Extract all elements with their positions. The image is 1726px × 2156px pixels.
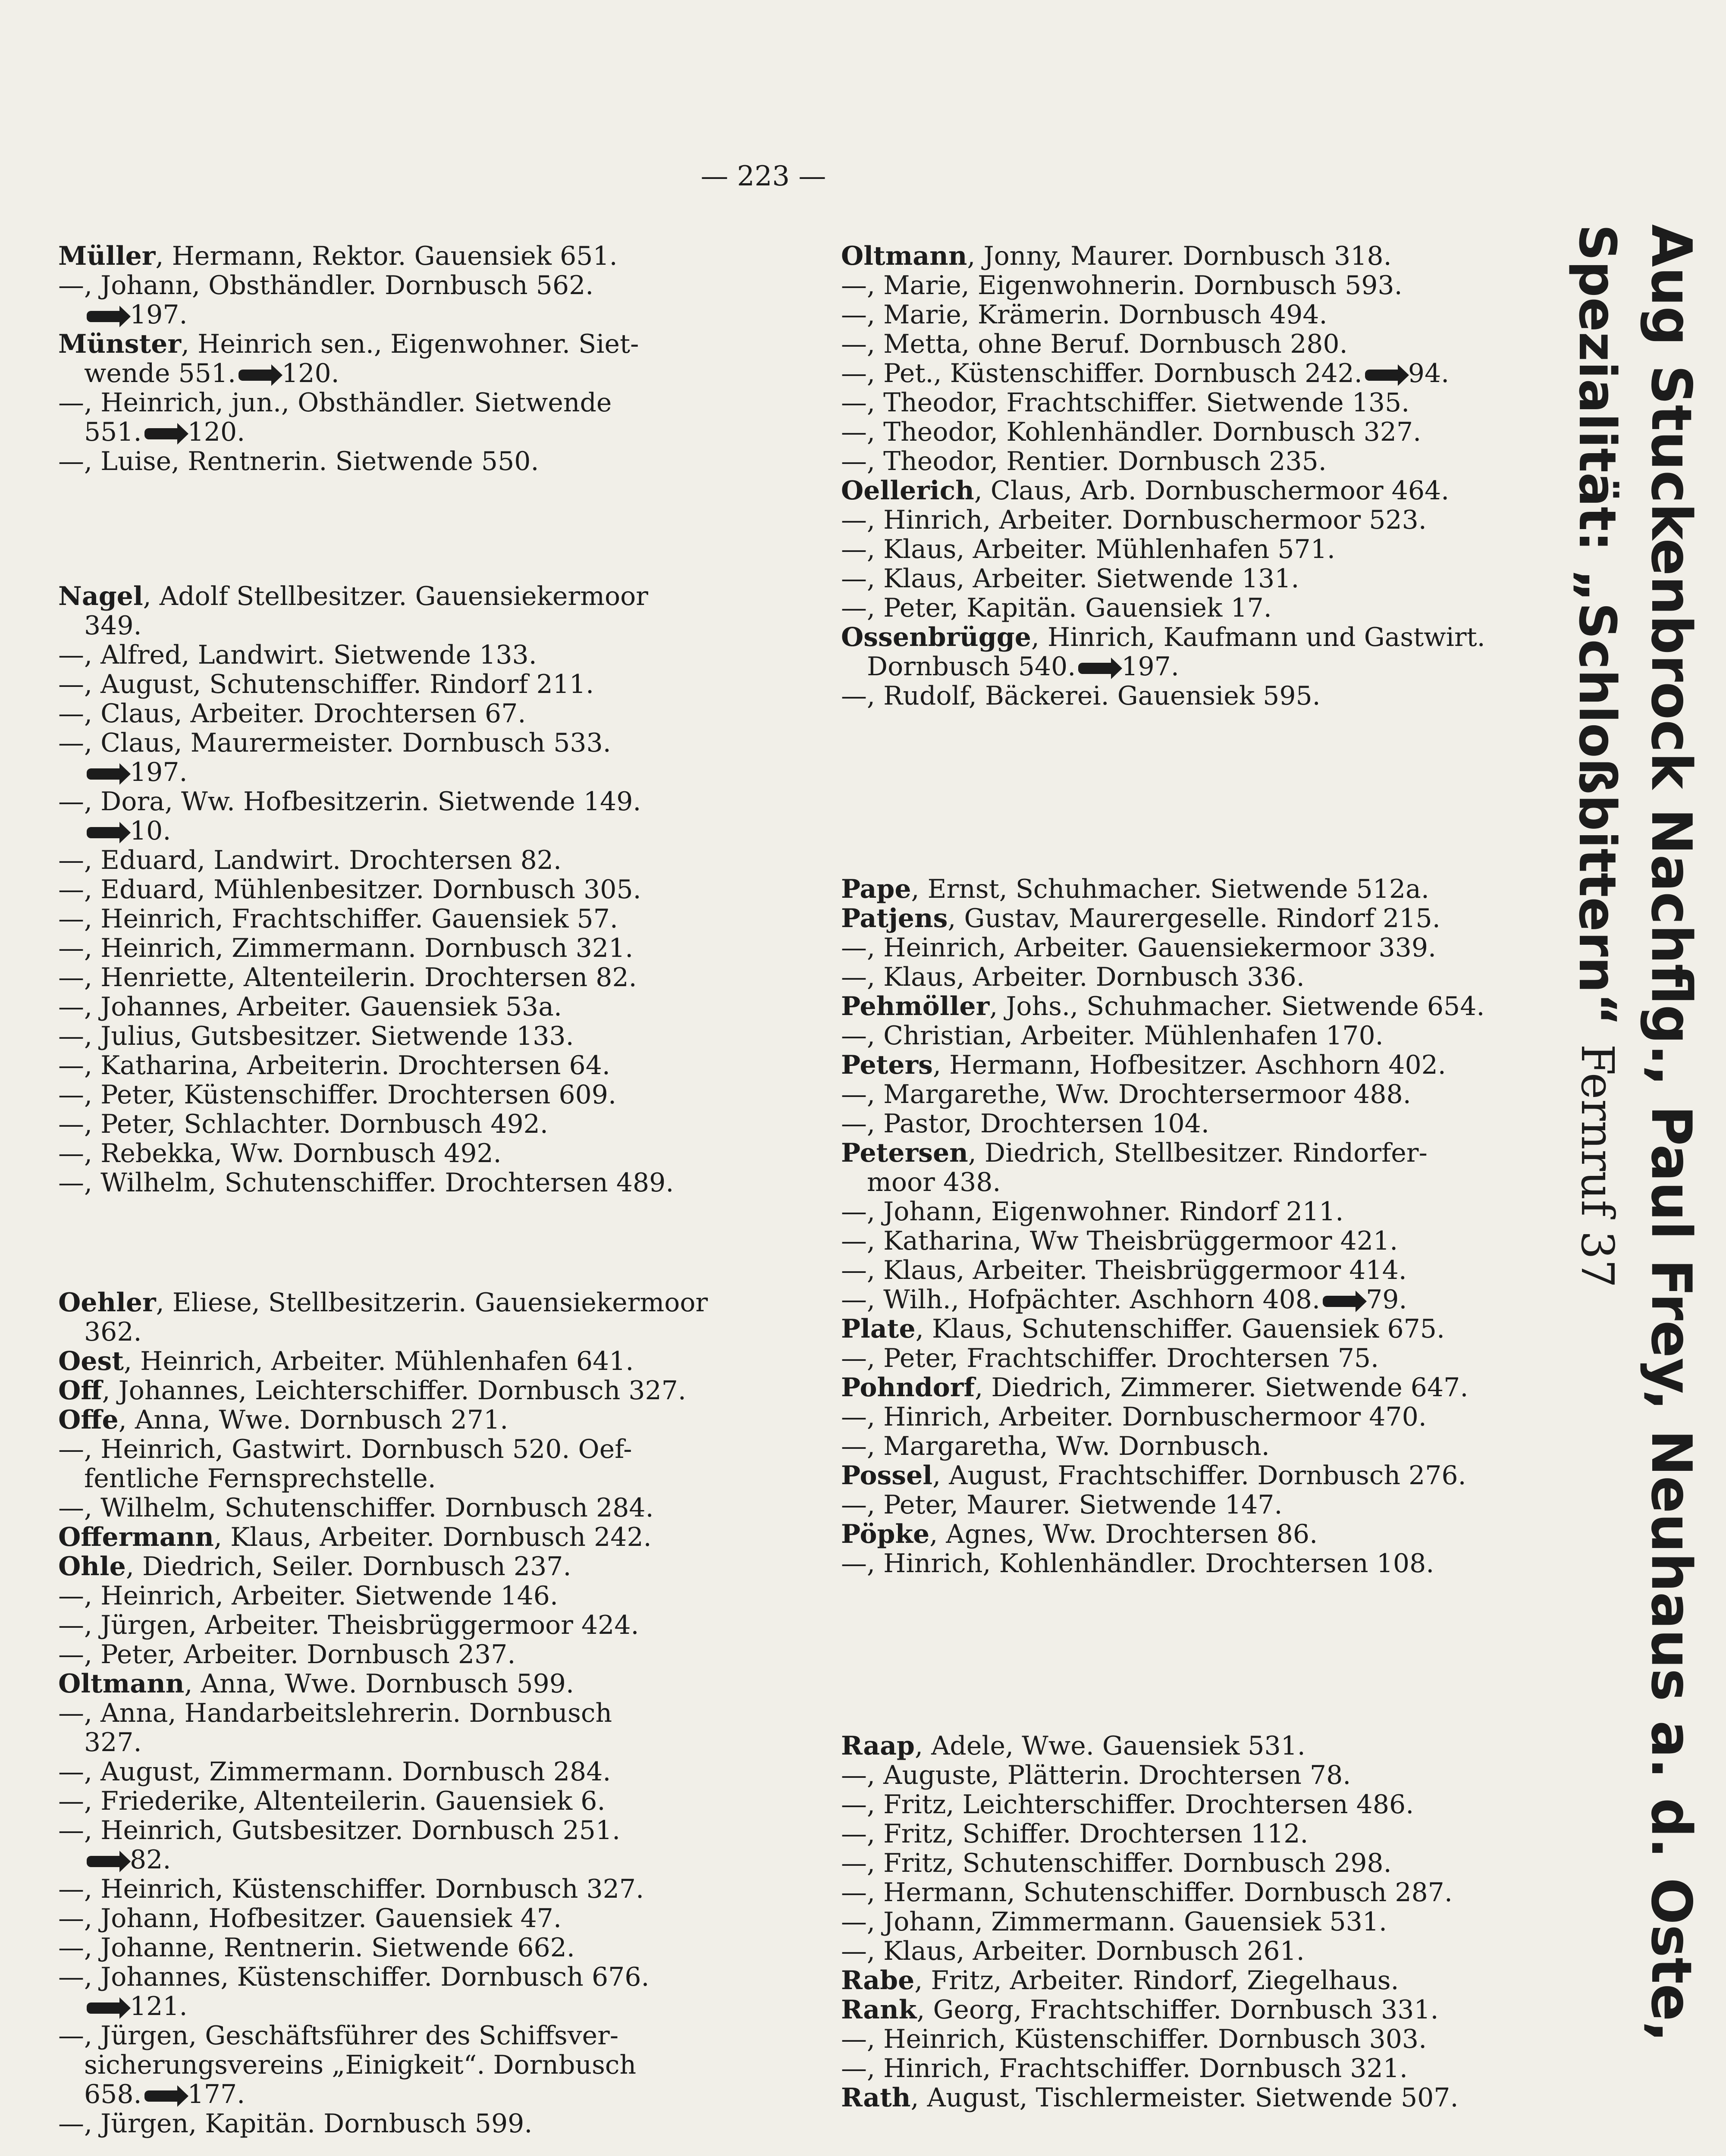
vertical-ad-slogan: Spezialität: „Schloßbittern“ <box>1568 224 1627 1027</box>
entry-text: —, Luise, Rentnerin. Sietwende 550. <box>58 446 539 476</box>
directory-entry-line <box>841 1344 1557 1373</box>
entry-surname: Ohle <box>58 1551 126 1582</box>
entry-text: , Hermann, Rektor. Gauensiek 651. <box>155 241 618 271</box>
telephone-hand-icon <box>87 827 124 838</box>
directory-entry-line <box>841 1080 1557 1109</box>
telephone-hand-icon <box>87 2002 124 2014</box>
directory-left-column <box>58 241 766 2138</box>
entry-phone-number: 120. <box>282 358 339 389</box>
directory-entry-line <box>58 1816 766 1845</box>
entry-text: 349. <box>84 611 142 641</box>
directory-entry-line <box>58 1757 766 1786</box>
directory-entry-line <box>841 1849 1557 1878</box>
section-gap <box>58 476 766 582</box>
telephone-hand-icon <box>144 2090 182 2102</box>
directory-entry-line <box>841 1819 1557 1849</box>
directory-entry-line <box>58 1376 766 1405</box>
directory-entry-line <box>58 1640 766 1669</box>
directory-entry-line <box>841 1878 1557 1907</box>
directory-entry-line <box>841 1937 1557 1966</box>
entry-surname: Pehmöller <box>841 991 990 1022</box>
entry-text: —, Alfred, Landwirt. Sietwende 133. <box>58 640 537 670</box>
entry-text: 658. <box>84 2079 142 2109</box>
entry-surname: Raap <box>841 1731 915 1761</box>
entry-text: —, Fritz, Schiffer. Drochtersen 112. <box>841 1819 1309 1849</box>
directory-entry-line <box>58 1405 766 1435</box>
entry-text: , Claus, Arb. Dornbuschermoor 464. <box>974 476 1450 506</box>
entry-text: —, Heinrich, Küstenschiffer. Dornbusch 303. <box>841 2024 1427 2054</box>
entry-text: —, August, Zimmermann. Dornbusch 284. <box>58 1757 611 1787</box>
entry-text: moor 438. <box>867 1167 1001 1197</box>
directory-entry-line <box>58 787 766 816</box>
entry-surname: Offe <box>58 1405 119 1435</box>
entry-surname: Ossenbrügge <box>841 622 1031 652</box>
directory-entry-line <box>58 611 766 640</box>
directory-entry-line <box>58 875 766 904</box>
directory-entry-line <box>841 447 1557 476</box>
entry-text: , Adolf Stellbesitzer. Gauensiekermoor <box>143 581 648 611</box>
entry-text: sicherungsvereins „Einigkeit“. Dornbusch <box>84 2050 637 2080</box>
entry-text: —, Christian, Arbeiter. Mühlenhafen 170. <box>841 1021 1384 1051</box>
entry-text: —, Heinrich, Gastwirt. Dornbusch 520. Oef- <box>58 1434 632 1464</box>
entry-phone-number: 121. <box>130 1991 188 2021</box>
entry-text: —, Pet., Küstenschiffer. Dornbusch 242. <box>841 358 1362 389</box>
directory-entry-line <box>58 992 766 1022</box>
directory-entry-line <box>841 1432 1557 1461</box>
directory-entry-line <box>841 359 1557 388</box>
telephone-hand-icon <box>1323 1296 1360 1307</box>
directory-entry-line <box>58 1845 766 1874</box>
entry-text: —, Johanne, Rentnerin. Sietwende 662. <box>58 1933 575 1963</box>
telephone-hand-icon <box>239 370 276 381</box>
directory-entry-line <box>58 1962 766 1992</box>
entry-text: —, Fritz, Schutenschiffer. Dornbusch 298. <box>841 1848 1392 1878</box>
entry-text: , Georg, Frachtschiffer. Dornbusch 331. <box>916 1995 1439 2025</box>
entry-text: , Gustav, Maurergeselle. Rindorf 215. <box>948 903 1440 934</box>
directory-entry-line <box>58 1139 766 1168</box>
entry-text: —, Marie, Krämerin. Dornbusch 494. <box>841 300 1327 330</box>
telephone-hand-icon <box>1078 663 1115 674</box>
directory-entry-line <box>841 1138 1557 1168</box>
entry-text: —, Wilhelm, Schutenschiffer. Dornbusch 284. <box>58 1493 654 1523</box>
directory-entry-line <box>841 329 1557 359</box>
directory-entry-line <box>841 1549 1557 1578</box>
entry-text: fentliche Fernsprechstelle. <box>84 1463 436 1494</box>
entry-text: —, Margarethe, Ww. Drochtersermoor 488. <box>841 1079 1411 1109</box>
directory-entry-line <box>58 1168 766 1197</box>
entry-text: , August, Tischlermeister. Sietwende 507. <box>910 2083 1459 2113</box>
entry-surname: Rank <box>841 1995 917 2025</box>
directory-entry-line <box>58 1698 766 1728</box>
directory-entry-line <box>58 1611 766 1640</box>
telephone-hand-icon <box>144 428 182 439</box>
telephone-hand-icon <box>87 768 124 780</box>
entry-text: Dornbusch 540. <box>867 652 1076 682</box>
directory-entry-line <box>841 1966 1557 1995</box>
entry-phone-number: 94. <box>1408 358 1450 389</box>
entry-text: —, August, Schutenschiffer. Rindorf 211. <box>58 669 594 699</box>
directory-entry-line <box>841 962 1557 992</box>
entry-phone-number: 82. <box>130 1845 171 1875</box>
entry-text: —, Katharina, Arbeiterin. Drochtersen 64. <box>58 1050 610 1081</box>
entry-text: wende 551. <box>84 358 236 389</box>
entry-text: , Agnes, Ww. Drochtersen 86. <box>929 1519 1318 1549</box>
entry-text: , Diedrich, Zimmerer. Sietwende 647. <box>975 1373 1469 1403</box>
directory-entry-line <box>58 359 766 388</box>
telephone-hand-icon <box>87 311 124 322</box>
directory-entry-line <box>841 593 1557 623</box>
directory-entry-line <box>841 1168 1557 1197</box>
entry-text: , Diedrich, Stellbesitzer. Rindorfer- <box>968 1138 1428 1168</box>
entry-text: —, Rebekka, Ww. Dornbusch 492. <box>58 1138 502 1169</box>
entry-text: —, Eduard, Mühlenbesitzer. Dornbusch 305. <box>58 874 641 905</box>
directory-entry-line <box>58 271 766 300</box>
entry-text: —, Theodor, Rentier. Dornbusch 235. <box>841 446 1327 476</box>
directory-entry-line <box>841 241 1557 271</box>
telephone-hand-icon <box>1365 370 1402 381</box>
directory-entry-line <box>841 2054 1557 2083</box>
entry-text: —, Johannes, Arbeiter. Gauensiek 53a. <box>58 992 562 1022</box>
directory-entry-line <box>58 728 766 758</box>
entry-text: , Ernst, Schuhmacher. Sietwende 512a. <box>911 874 1429 904</box>
entry-text: , Johs., Schuhmacher. Sietwende 654. <box>989 991 1485 1022</box>
entry-phone-number: 10. <box>130 816 171 846</box>
directory-entry-line <box>841 1256 1557 1285</box>
directory-entry-line <box>841 1761 1557 1790</box>
entry-text: , Fritz, Arbeiter. Rindorf, Ziegelhaus. <box>914 1965 1399 1996</box>
entry-phone-number: 197. <box>130 757 188 787</box>
page-number: — 223 — <box>700 160 826 192</box>
entry-text: —, Marie, Eigenwohnerin. Dornbusch 593. <box>841 270 1403 301</box>
entry-text: —, Hinrich, Arbeiter. Dornbuschermoor 470. <box>841 1402 1427 1432</box>
entry-surname: Müller <box>58 241 156 271</box>
directory-entry-line <box>58 300 766 329</box>
entry-text: —, Heinrich, Zimmermann. Dornbusch 321. <box>58 933 634 963</box>
entry-text: —, Klaus, Arbeiter. Sietwende 131. <box>841 564 1299 594</box>
entry-text: , Jonny, Maurer. Dornbusch 318. <box>967 241 1392 271</box>
directory-entry-line <box>58 1022 766 1051</box>
entry-surname: Münster <box>58 329 181 359</box>
directory-entry-line <box>841 535 1557 564</box>
entry-text: —, Dora, Ww. Hofbesitzerin. Sietwende 149. <box>58 787 641 817</box>
entry-text: —, Peter, Arbeiter. Dornbusch 237. <box>58 1639 516 1670</box>
directory-entry-line <box>841 681 1557 711</box>
section-gap <box>841 711 1557 874</box>
entry-surname: Pöpke <box>841 1519 930 1549</box>
directory-entry-line <box>841 2083 1557 2112</box>
entry-text: —, Katharina, Ww Theisbrüggermoor 421. <box>841 1226 1398 1256</box>
entry-phone-number: 197. <box>1121 652 1179 682</box>
directory-entry-line <box>58 329 766 359</box>
directory-entry-line <box>58 699 766 728</box>
entry-text: 362. <box>84 1317 142 1347</box>
directory-entry-line <box>58 1552 766 1581</box>
entry-text: —, Johann, Eigenwohner. Rindorf 211. <box>841 1197 1344 1227</box>
entry-text: —, Heinrich, Frachtschiffer. Gauensiek 57. <box>58 904 618 934</box>
entry-text: —, Hermann, Schutenschiffer. Dornbusch 287. <box>841 1877 1453 1908</box>
directory-entry-line <box>58 640 766 670</box>
directory-entry-line <box>58 388 766 417</box>
entry-text: —, Fritz, Leichterschiffer. Drochtersen 486. <box>841 1789 1414 1820</box>
entry-text: —, Margaretha, Ww. Dornbusch. <box>841 1431 1270 1461</box>
directory-entry-line <box>58 1904 766 1933</box>
directory-entry-line <box>58 1288 766 1317</box>
directory-entry-line <box>841 1021 1557 1050</box>
entry-text: —, Eduard, Landwirt. Drochtersen 82. <box>58 845 562 875</box>
entry-text: —, Johann, Zimmermann. Gauensiek 531. <box>841 1907 1387 1937</box>
entry-surname: Peters <box>841 1050 933 1080</box>
entry-text: —, Peter, Kapitän. Gauensiek 17. <box>841 593 1272 623</box>
entry-text: —, Rudolf, Bäckerei. Gauensiek 595. <box>841 681 1321 711</box>
directory-entry-line <box>841 300 1557 329</box>
directory-entry-line <box>58 1493 766 1523</box>
entry-text: , Klaus, Arbeiter. Dornbusch 242. <box>213 1522 652 1552</box>
entry-surname: Oest <box>58 1346 124 1376</box>
directory-entry-line <box>58 1581 766 1611</box>
entry-text: , Anna, Wwe. Dornbusch 599. <box>184 1669 574 1699</box>
entry-text: —, Peter, Küstenschiffer. Drochtersen 609. <box>58 1080 617 1110</box>
entry-text: —, Jürgen, Kapitän. Dornbusch 599. <box>58 2109 533 2139</box>
entry-surname: Petersen <box>841 1138 968 1168</box>
directory-entry-line <box>58 1435 766 1464</box>
entry-phone-number: 79. <box>1366 1285 1407 1315</box>
directory-entry-line <box>841 623 1557 652</box>
section-gap <box>841 1578 1557 1731</box>
directory-entry-line <box>841 476 1557 505</box>
entry-text: , Heinrich, Arbeiter. Mühlenhafen 641. <box>123 1346 634 1376</box>
entry-text: —, Hinrich, Kohlenhändler. Drochtersen 108. <box>841 1548 1434 1579</box>
entry-text: , Klaus, Schutenschiffer. Gauensiek 675. <box>915 1314 1445 1344</box>
entry-text: —, Heinrich, jun., Obsthändler. Sietwende <box>58 388 612 418</box>
entry-text: , Diedrich, Seiler. Dornbusch 237. <box>126 1551 571 1582</box>
directory-entry-line <box>841 1314 1557 1344</box>
entry-text: , Eliese, Stellbesitzerin. Gauensiekermoor <box>156 1288 708 1318</box>
entry-text: —, Klaus, Arbeiter. Mühlenhafen 571. <box>841 534 1335 564</box>
entry-text: —, Claus, Maurermeister. Dornbusch 533. <box>58 728 611 758</box>
entry-text: —, Peter, Schlachter. Dornbusch 492. <box>58 1109 548 1139</box>
entry-text: —, Johann, Hofbesitzer. Gauensiek 47. <box>58 1903 562 1934</box>
directory-entry-line <box>58 1992 766 2021</box>
entry-surname: Off <box>58 1376 102 1406</box>
entry-text: 327. <box>84 1727 142 1758</box>
entry-text: —, Heinrich, Arbeiter. Sietwende 146. <box>58 1581 559 1611</box>
directory-entry-line <box>58 1051 766 1080</box>
directory-entry-line <box>841 1790 1557 1819</box>
directory-entry-line <box>841 1402 1557 1432</box>
entry-text: , Hermann, Hofbesitzer. Aschhorn 402. <box>932 1050 1446 1080</box>
entry-text: —, Klaus, Arbeiter. Dornbusch 336. <box>841 962 1305 992</box>
directory-entry-line <box>58 2050 766 2080</box>
directory-entry-line <box>841 1520 1557 1549</box>
telephone-hand-icon <box>87 1856 124 1867</box>
directory-entry-line <box>58 1523 766 1552</box>
entry-surname: Rabe <box>841 1965 915 1996</box>
directory-entry-line <box>841 1226 1557 1256</box>
entry-phone-number: 120. <box>187 417 245 447</box>
entry-text: —, Anna, Handarbeitslehrerin. Dornbusch <box>58 1698 612 1728</box>
entry-surname: Oellerich <box>841 476 974 506</box>
entry-surname: Pohndorf <box>841 1373 975 1403</box>
entry-text: —, Klaus, Arbeiter. Dornbusch 261. <box>841 1936 1305 1966</box>
directory-entry-line <box>841 564 1557 593</box>
directory-entry-line <box>58 1347 766 1376</box>
entry-surname: Offermann <box>58 1522 214 1552</box>
directory-entry-line <box>58 670 766 699</box>
entry-text: —, Pastor, Drochtersen 104. <box>841 1109 1209 1139</box>
directory-entry-line <box>58 904 766 934</box>
directory-entry-line <box>841 1490 1557 1520</box>
entry-text: , Anna, Wwe. Dornbusch 271. <box>118 1405 508 1435</box>
directory-entry-line <box>58 241 766 271</box>
directory-entry-line <box>58 816 766 846</box>
entry-text: , Adele, Wwe. Gauensiek 531. <box>914 1731 1305 1761</box>
entry-text: —, Metta, ohne Beruf. Dornbusch 280. <box>841 329 1348 359</box>
entry-text: —, Jürgen, Arbeiter. Theisbrüggermoor 424. <box>58 1610 639 1640</box>
directory-entry-line <box>841 1050 1557 1080</box>
directory-entry-line <box>841 505 1557 535</box>
directory-entry-line <box>841 1109 1557 1138</box>
vertical-ad-phone: Fernruf 37 <box>1571 1044 1624 1288</box>
entry-text: , August, Frachtschiffer. Dornbusch 276. <box>932 1460 1466 1491</box>
entry-phone-number: 197. <box>130 300 188 330</box>
entry-text: —, Peter, Maurer. Sietwende 147. <box>841 1490 1283 1520</box>
directory-entry-line <box>841 388 1557 417</box>
section-gap <box>58 1197 766 1288</box>
directory-entry-line <box>58 447 766 476</box>
directory-entry-line <box>841 1285 1557 1314</box>
directory-entry-line <box>841 1197 1557 1226</box>
directory-entry-line <box>841 417 1557 447</box>
directory-entry-line <box>841 1995 1557 2024</box>
directory-entry-line <box>58 963 766 992</box>
directory-entry-line <box>58 582 766 611</box>
entry-phone-number: 177. <box>187 2079 245 2109</box>
entry-surname: Plate <box>841 1314 916 1344</box>
entry-text: —, Peter, Frachtschiffer. Drochtersen 75. <box>841 1343 1379 1373</box>
entry-text: —, Julius, Gutsbesitzer. Sietwende 133. <box>58 1021 574 1051</box>
directory-entry-line <box>58 1669 766 1698</box>
entry-text: —, Theodor, Frachtschiffer. Sietwende 135. <box>841 388 1410 418</box>
entry-surname: Oltmann <box>58 1669 185 1699</box>
directory-entry-line <box>58 2109 766 2138</box>
directory-entry-line <box>841 1373 1557 1402</box>
entry-text: —, Klaus, Arbeiter. Theisbrüggermoor 414. <box>841 1255 1407 1285</box>
directory-entry-line <box>58 2021 766 2050</box>
directory-entry-line <box>58 846 766 875</box>
entry-surname: Pape <box>841 874 911 904</box>
directory-entry-line <box>841 904 1557 933</box>
directory-entry-line <box>841 271 1557 300</box>
entry-text: —, Heinrich, Küstenschiffer. Dornbusch 327. <box>58 1874 644 1904</box>
entry-text: —, Wilh., Hofpächter. Aschhorn 408. <box>841 1285 1321 1315</box>
directory-entry-line <box>58 1874 766 1904</box>
directory-entry-line <box>58 1728 766 1757</box>
entry-text: —, Wilhelm, Schutenschiffer. Drochtersen 489. <box>58 1168 674 1198</box>
directory-entry-line <box>841 2024 1557 2054</box>
entry-text: , Hinrich, Kaufmann und Gastwirt. <box>1031 622 1485 652</box>
directory-entry-line <box>841 1461 1557 1490</box>
directory-entry-line <box>841 1731 1557 1761</box>
directory-entry-line <box>58 1464 766 1493</box>
entry-surname: Rath <box>841 2083 911 2113</box>
entry-text: —, Theodor, Kohlenhändler. Dornbusch 327. <box>841 417 1422 447</box>
entry-surname: Possel <box>841 1460 933 1491</box>
directory-entry-line <box>58 1080 766 1109</box>
entry-text: —, Hinrich, Arbeiter. Dornbuschermoor 523. <box>841 505 1427 535</box>
entry-surname: Nagel <box>58 581 143 611</box>
directory-entry-line <box>841 874 1557 904</box>
directory-entry-line <box>841 933 1557 962</box>
entry-text: 551. <box>84 417 142 447</box>
entry-text: —, Johann, Obsthändler. Dornbusch 562. <box>58 270 594 301</box>
vertical-ad-line2 <box>1568 224 1627 2156</box>
entry-surname: Patjens <box>841 903 948 934</box>
entry-text: —, Auguste, Plätterin. Drochtersen 78. <box>841 1760 1351 1790</box>
entry-text: , Johannes, Leichterschiffer. Dornbusch 327. <box>102 1376 686 1406</box>
vertical-ad-line1: Aug Stuckenbrock Nachflg., Paul Frey, Neuhaus a. d. Oste, <box>1639 224 1703 2043</box>
directory-entry-line <box>58 1317 766 1347</box>
directory-entry-line <box>58 417 766 447</box>
entry-text: —, Johannes, Küstenschiffer. Dornbusch 676. <box>58 1962 650 1992</box>
entry-text: , Heinrich sen., Eigenwohner. Siet- <box>181 329 639 359</box>
entry-surname: Oltmann <box>841 241 967 271</box>
entry-text: —, Henriette, Altenteilerin. Drochtersen 82. <box>58 962 637 993</box>
directory-entry-line <box>841 652 1557 681</box>
directory-entry-line <box>58 1933 766 1962</box>
entry-text: —, Claus, Arbeiter. Drochtersen 67. <box>58 699 526 729</box>
directory-entry-line <box>58 934 766 963</box>
entry-text: —, Jürgen, Geschäftsführer des Schiffsver- <box>58 2021 619 2051</box>
entry-text: —, Hinrich, Frachtschiffer. Dornbusch 321. <box>841 2053 1408 2084</box>
vertical-advertisement <box>1563 224 1710 2156</box>
directory-entry-line <box>58 1786 766 1816</box>
directory-right-column <box>841 241 1557 2112</box>
directory-entry-line <box>841 1907 1557 1937</box>
entry-surname: Oehler <box>58 1288 156 1318</box>
entry-text: —, Heinrich, Arbeiter. Gauensiekermoor 339. <box>841 933 1437 963</box>
entry-text: —, Heinrich, Gutsbesitzer. Dornbusch 251. <box>58 1815 621 1846</box>
directory-entry-line <box>58 1109 766 1139</box>
directory-entry-line <box>58 758 766 787</box>
directory-entry-line <box>58 2080 766 2109</box>
directory-entry-line <box>841 992 1557 1021</box>
entry-text: —, Friederike, Altenteilerin. Gauensiek 6. <box>58 1786 606 1816</box>
